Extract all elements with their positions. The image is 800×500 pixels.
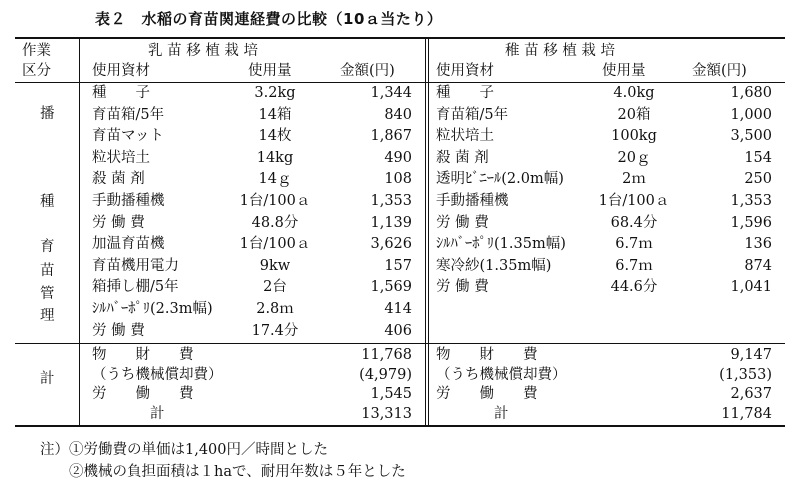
left-amount-cell: 14箱 [258, 106, 292, 123]
left-cost-cell: 406 [384, 322, 412, 339]
section-sow-2: 種 [40, 194, 55, 210]
section-sow-1: 播 [40, 106, 55, 122]
left-amount-cell: 3.2kg [254, 85, 296, 101]
right-cost-cell: 1,353 [730, 193, 772, 209]
left-amount-header: 使用量 [248, 63, 292, 79]
right-amount-header: 使用量 [602, 63, 646, 79]
right-cost-cell: 250 [744, 171, 772, 188]
left-cost-cell: 1,867 [370, 128, 412, 145]
right-total-value: 2,637 [730, 386, 772, 402]
left-amount-cell: 1台/100ａ [239, 236, 311, 253]
right-cost-cell: 874 [744, 257, 772, 274]
right-amount-cell: 68.4分 [610, 214, 658, 231]
section-total: 計 [40, 371, 55, 387]
note-2: ②機械の負担面積は１haで、耐用年数は５年とした [40, 464, 406, 480]
left-material-cell: ｼﾙﾊﾞｰﾎﾟﾘ(2.3m幅) [92, 301, 213, 317]
right-cost-cell: 154 [744, 149, 772, 166]
right-group-header: 稚 苗 移 植 栽 培 [505, 43, 616, 59]
left-amount-cell: 9kw [259, 257, 291, 274]
left-material-cell: 労 働 費 [92, 322, 145, 339]
left-cost-cell: 1,569 [370, 279, 412, 296]
right-material-cell: 種 子 [436, 85, 494, 101]
left-material-cell: 労 働 費 [92, 214, 145, 231]
right-total-label: 労 働 費 [436, 386, 538, 402]
right-amount-cell: 6.7ｍ [615, 257, 653, 274]
left-total-label: （うち機械償却費） [92, 366, 223, 383]
work-header-2: 区分 [22, 63, 51, 79]
left-material-cell: 育苗箱/5年 [92, 106, 165, 123]
right-cost-header: 金額(円) [692, 63, 747, 79]
work-column-divider [79, 38, 80, 426]
right-cost-cell: 1,041 [730, 279, 772, 296]
left-amount-cell: 14kg [256, 149, 294, 166]
left-material-cell: 種 子 [92, 85, 150, 101]
left-total-label: 労 働 費 [92, 386, 194, 402]
left-cost-cell: 1,353 [370, 193, 412, 209]
header-rule [15, 82, 785, 83]
left-amount-cell: 2台 [263, 279, 287, 296]
right-material-cell: ｼﾙﾊﾞｰﾎﾟﾘ(1.35m幅) [436, 236, 566, 253]
right-material-cell: 労 働 費 [436, 214, 489, 231]
method-divider-b [428, 38, 429, 426]
right-cost-cell: 136 [744, 236, 772, 253]
bottom-rule [15, 425, 785, 427]
left-group-header: 乳 苗 移 植 栽 培 [148, 43, 259, 59]
left-material-cell: 殺 菌 剤 [92, 171, 145, 188]
left-material-cell: 箱挿し棚/5年 [92, 279, 179, 296]
left-material-header: 使用資材 [92, 63, 150, 79]
right-material-cell: 手動播種機 [436, 193, 509, 209]
left-cost-cell: 1,344 [370, 85, 412, 101]
right-total-label: 物 財 費 [436, 347, 538, 363]
left-cost-cell: 108 [384, 171, 412, 188]
left-material-cell: 育苗マット [92, 128, 164, 145]
left-amount-cell: 14枚 [258, 128, 292, 145]
left-cost-cell: 840 [384, 106, 412, 123]
right-material-header: 使用資材 [436, 63, 494, 79]
left-cost-cell: 157 [384, 257, 412, 274]
right-cost-cell: 1,596 [730, 214, 772, 231]
method-divider-a [425, 38, 426, 426]
section-nursery-2: 苗 [40, 263, 55, 279]
section-nursery-1: 育 [40, 239, 55, 255]
right-material-cell: 透明ﾋﾞﾆｰﾙ(2.0m幅) [436, 171, 564, 188]
right-amount-cell: 1台/100ａ [598, 193, 670, 209]
right-amount-cell: 4.0kg [613, 85, 655, 101]
left-cost-cell: 414 [384, 301, 412, 317]
right-material-cell: 殺 菌 剤 [436, 149, 489, 166]
left-total-value: 11,768 [361, 347, 412, 363]
note-1: 注）①労働費の単価は1,400円／時間とした [40, 442, 329, 458]
right-amount-cell: 100kg [611, 128, 657, 145]
left-amount-cell: 1台/100ａ [239, 193, 311, 209]
right-total-value: 9,147 [730, 347, 772, 363]
right-total-label: 計 [436, 405, 509, 422]
left-total-value: (4,979) [359, 366, 412, 383]
right-cost-cell: 1,000 [730, 106, 772, 123]
left-cost-cell: 3,626 [370, 236, 412, 253]
left-amount-cell: 2.8ｍ [256, 301, 294, 317]
right-total-value: 11,784 [721, 405, 772, 422]
left-cost-header: 金額(円) [340, 63, 395, 79]
left-cost-cell: 1,139 [370, 214, 412, 231]
nursery-total-rule [15, 343, 785, 344]
right-cost-cell: 1,680 [730, 85, 772, 101]
top-rule [15, 37, 785, 39]
work-header-1: 作業 [22, 43, 51, 59]
left-total-value: 1,545 [370, 386, 412, 402]
right-amount-cell: 6.7ｍ [615, 236, 653, 253]
right-material-cell: 育苗箱/5年 [436, 106, 509, 123]
left-total-label: 計 [92, 405, 165, 422]
left-amount-cell: 48.8分 [251, 214, 299, 231]
right-cost-cell: 3,500 [730, 128, 772, 145]
right-amount-cell: 2ｍ [622, 171, 646, 188]
section-nursery-3: 管 [40, 286, 55, 302]
right-total-value: (1,353) [719, 366, 772, 383]
left-amount-cell: 17.4分 [251, 322, 299, 339]
left-total-label: 物 財 費 [92, 347, 194, 363]
right-amount-cell: 20ｇ [617, 149, 651, 166]
left-material-cell: 手動播種機 [92, 193, 165, 209]
right-total-label: （うち機械償却費） [436, 366, 567, 383]
left-amount-cell: 14ｇ [258, 171, 292, 188]
left-material-cell: 育苗機用電力 [92, 257, 179, 274]
left-material-cell: 加温育苗機 [92, 236, 165, 253]
right-material-cell: 労 働 費 [436, 279, 489, 296]
section-nursery-4: 理 [40, 308, 55, 324]
left-material-cell: 粒状培土 [92, 149, 150, 166]
left-total-value: 13,313 [361, 405, 412, 422]
left-cost-cell: 490 [384, 149, 412, 166]
table-title: 表２ 水稲の育苗関連経費の比較（10ａ当たり） [95, 10, 443, 28]
right-material-cell: 粒状培土 [436, 128, 494, 145]
right-amount-cell: 20箱 [617, 106, 651, 123]
right-amount-cell: 44.6分 [610, 279, 658, 296]
right-material-cell: 寒冷紗(1.35m幅) [436, 257, 552, 274]
